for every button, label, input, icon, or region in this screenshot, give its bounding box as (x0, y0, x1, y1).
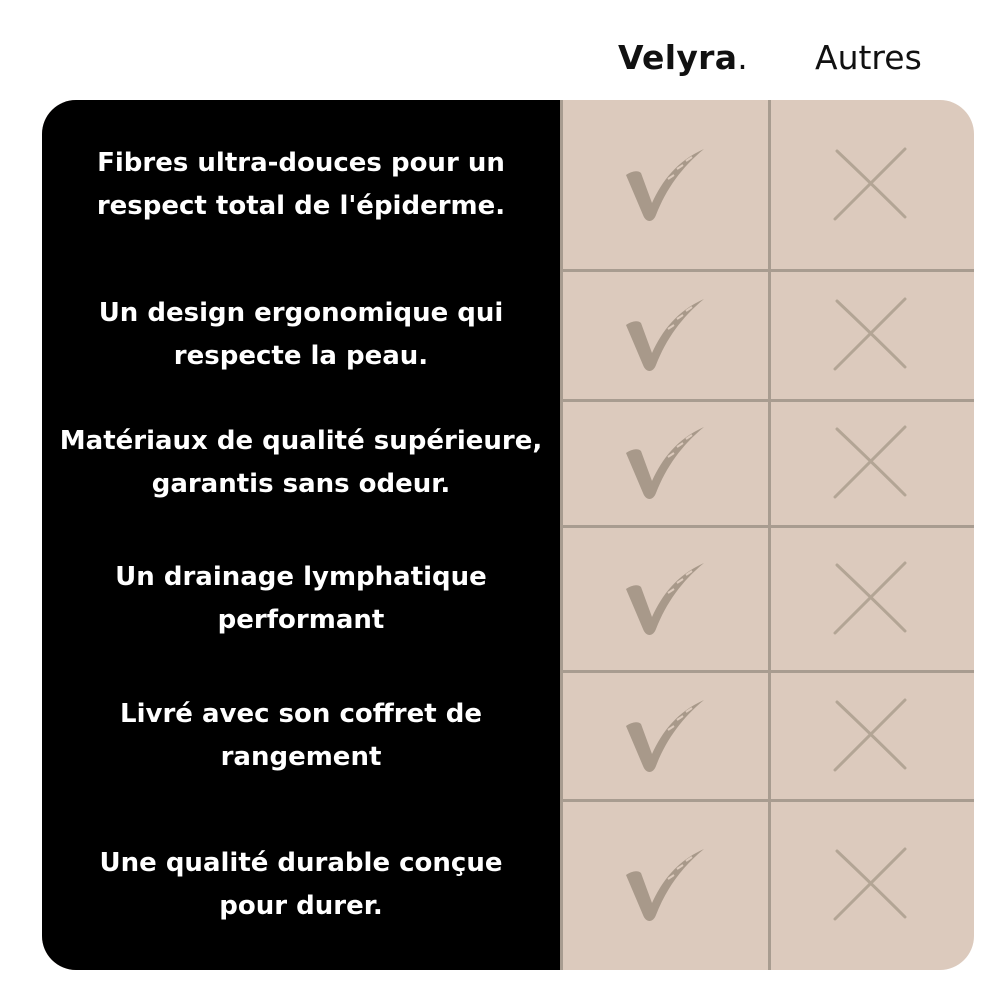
brand-column-header (618, 34, 748, 82)
column-divider (560, 100, 563, 970)
check-icon (622, 559, 712, 643)
feature-label: Un design ergonomique qui respecte la peau. (98, 298, 504, 371)
row-divider (560, 269, 974, 272)
column-divider (768, 100, 771, 970)
brand-dot: . (737, 38, 749, 77)
feature-label: Un drainage lymphatique performant (115, 561, 487, 635)
cross-icon (831, 295, 911, 379)
row-divider (560, 399, 974, 402)
check-icon (622, 696, 712, 780)
competitor-column-header: Autres (815, 38, 922, 77)
row-divider (560, 799, 974, 802)
feature-label: Fibres ultra-douces pour un respect total de l'épiderme. (96, 148, 506, 221)
feature-label: Livré avec son coffret de rangement (120, 698, 482, 772)
check-icon (622, 845, 712, 929)
comparison-table (42, 100, 974, 970)
check-icon (622, 145, 712, 229)
cross-icon (831, 696, 911, 780)
row-divider (560, 525, 974, 528)
feature-label: Matériaux de qualité supérieure, garantis sans odeur. (59, 426, 543, 499)
cross-icon (831, 423, 911, 507)
cross-icon (831, 845, 911, 929)
row-divider (560, 670, 974, 673)
brand-name: Velyra (618, 38, 738, 77)
check-icon (622, 295, 712, 379)
cross-icon (831, 145, 911, 229)
check-icon (622, 423, 712, 507)
feature-label: Une qualité durable conçue pour durer. (99, 848, 503, 921)
cross-icon (831, 559, 911, 643)
